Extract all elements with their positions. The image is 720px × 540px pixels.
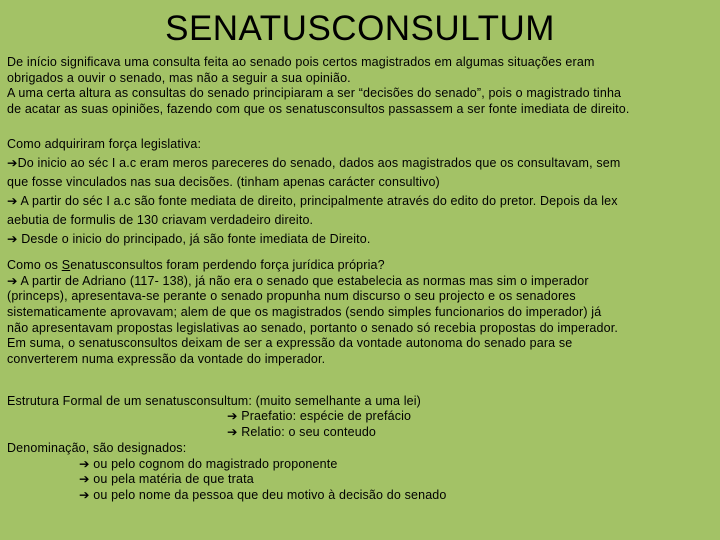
structure-item-relatio: ➔ Relatio: o seu conteudo [227, 425, 377, 440]
origin-section [7, 55, 715, 118]
legislative-heading: Como adquiriram força legislativa: [7, 136, 202, 151]
arrow-icon: ➔ [7, 193, 18, 208]
decline-heading: Como os Senatusconsultos foram perdendo força jurídica própria? [7, 257, 385, 272]
decline-line-3: sistematicamente aprovavam; alem de que os magistrados (sendo simples funcionarios do imperador) já [7, 304, 602, 319]
structure-item-praefatio: ➔ Praefatio: espécie de prefácio [227, 409, 412, 424]
origin-line-1: De início significava uma consulta feita ao senado pois certos magistrados em algumas situações eram [7, 55, 595, 69]
denomination-item-3: ➔ ou pelo nome da pessoa que deu motivo à decisão do senado [79, 487, 447, 502]
denomination-item-1: ➔ ou pelo cognom do magistrado proponente [79, 456, 338, 471]
arrow-icon: ➔ [227, 409, 238, 424]
arrow-icon: ➔ [7, 231, 18, 246]
legislative-item-2-cont: aebutia de formulis de 130 criavam verdadeiro direito. [7, 212, 314, 227]
decline-line-1: ➔ A partir de Adriano (117- 138), já não era o senado que estabelecia as normas mas sim o imperador [7, 273, 589, 288]
arrow-icon: ➔ [7, 155, 18, 170]
decline-line-4: não apresentavam propostas legislativas ao senado, portanto o senado só recebia propostas do imperador. [7, 320, 618, 335]
slide-title: SENATUSCONSULTUM [165, 9, 555, 48]
arrow-icon: ➔ [7, 273, 18, 288]
slide-body [7, 55, 715, 504]
legislative-item-1-cont: que fosse vinculados nas sua decisões. (tinham apenas carácter consultivo) [7, 174, 440, 189]
decline-line-5: Em suma, o senatusconsultos deixam de ser a expressão da vontade autonoma do senado para se [7, 336, 573, 351]
legislative-item-2: ➔ A partir do séc I a.c são fonte mediata de direito, principalmente através do edito do pretor. Depois da lex [7, 192, 715, 211]
structure-section [7, 394, 715, 504]
structure-heading: Estrutura Formal de um senatusconsultum: (muito semelhante a uma lei) [7, 393, 421, 408]
arrow-icon: ➔ [227, 425, 238, 440]
origin-line-2: obrigados a ouvir o senado, mas não a seguir a sua opinião. [7, 70, 351, 85]
arrow-icon: ➔ [79, 472, 90, 487]
denomination-heading: Denominação, são designados: [7, 440, 187, 455]
decline-line-2: (princeps), apresentava-se perante o senado propunha num discurso o seu projecto e os senadores [7, 289, 576, 304]
decline-section [7, 258, 715, 368]
legislative-item-1: ➔Do inicio ao séc I a.c eram meros pareceres do senado, dados aos magistrados que os consultavam, sem [7, 154, 715, 173]
legislative-force-section [7, 135, 715, 249]
arrow-icon: ➔ [79, 487, 90, 502]
origin-line-4: de acatar as suas opiniões, fazendo com que os senatusconsultos passassem a ser fonte imediata de direito. [7, 102, 630, 117]
denomination-item-2: ➔ ou pela matéria de que trata [79, 472, 254, 487]
decline-line-6: converterem numa expressão da vontade do imperador. [7, 352, 326, 367]
legislative-item-3: ➔ Desde o inicio do principado, já são fonte imediata de Direito. [7, 230, 715, 249]
arrow-icon: ➔ [79, 456, 90, 471]
origin-line-3: A uma certa altura as consultas do senado principiaram a ser “decisões do senado”, pois o magistrado tinha [7, 86, 622, 101]
